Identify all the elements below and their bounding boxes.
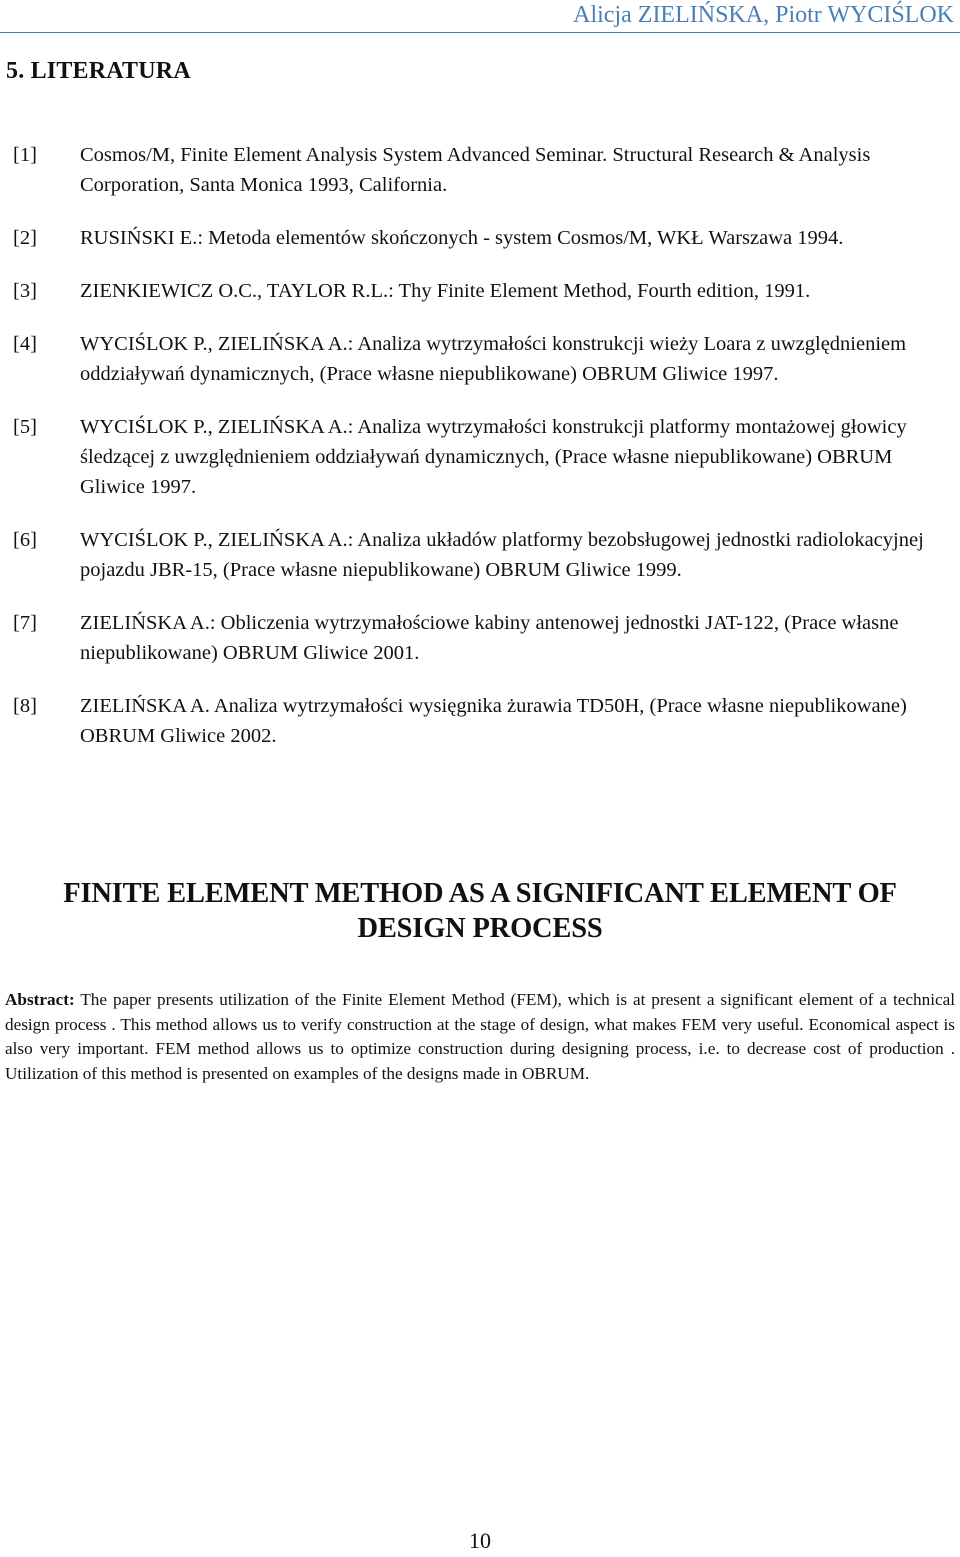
reference-number: [7] [13, 612, 37, 634]
reference-text: WYCIŚLOK P., ZIELIŃSKA A.: Analiza wytrzymałości konstrukcji wieży Loara z uwzględnieniem oddziaływań dynamicznych, (Prace własne niepublikowane) OBRUM Gliwice 1997. [80, 333, 907, 385]
reference-number: [1] [13, 144, 37, 166]
section-title: 5. LITERATURA [6, 58, 191, 84]
abstract-label: Abstract: [5, 990, 75, 1009]
reference-text: ZIELIŃSKA A. Analiza wytrzymałości wysięgnika żurawia TD50H, (Prace własne niepublikowane) OBRUM Gliwice 2002. [80, 695, 907, 747]
reference-item [0, 525, 960, 585]
reference-item [0, 412, 960, 502]
reference-item [0, 608, 960, 668]
reference-list [0, 140, 960, 774]
reference-item [0, 223, 960, 253]
reference-number: [2] [13, 227, 37, 249]
reference-text: WYCIŚLOK P., ZIELIŃSKA A.: Analiza układów platformy bezobsługowej jednostki radiolokacyjnej pojazdu JBR-15, (Prace własne niepublikowane) OBRUM Gliwice 1999. [80, 529, 924, 581]
running-header [0, 0, 960, 33]
reference-text: ZIELIŃSKA A.: Obliczenia wytrzymałościowe kabiny antenowej jednostki JAT-122, (Prace własne niepublikowane) OBRUM Gliwice 2001. [80, 612, 899, 664]
reference-item [0, 140, 960, 200]
header-authors: Alicja ZIELIŃSKA, Piotr WYCIŚLOK [573, 2, 954, 28]
reference-text: ZIENKIEWICZ O.C., TAYLOR R.L.: Thy Finite Element Method, Fourth edition, 1991. [80, 280, 811, 302]
reference-number: [3] [13, 280, 37, 302]
reference-text: WYCIŚLOK P., ZIELIŃSKA A.: Analiza wytrzymałości konstrukcji platformy montażowej głowicy śledzącej z uwzględnieniem oddziaływań dynamicznych, (Prace własne niepublikowane) OBRUM Gliwice 1997. [80, 416, 907, 498]
reference-text: Cosmos/M, Finite Element Analysis System Advanced Seminar. Structural Research & Analysis Corporation, Santa Monica 1993, California. [80, 144, 871, 196]
abstract-text: The paper presents utilization of the Finite Element Method (FEM), which is at present a significant element of a technical design process . This method allows us to verify construction at the stage of design, what makes FEM very useful. Economical aspect is also very important. FEM method allows us to optimize construction during designing process, i.e. to decrease cost of production . Utilization of this method is presented on examples of the designs made in OBRUM. [5, 990, 955, 1083]
reference-text: RUSIŃSKI E.: Metoda elementów skończonych - system Cosmos/M, WKŁ Warszawa 1994. [80, 227, 844, 249]
page-number: 10 [469, 1528, 491, 1553]
paper-title [0, 876, 960, 946]
reference-number: [8] [13, 695, 37, 717]
reference-number: [6] [13, 529, 37, 551]
paper-title-line-1: FINITE ELEMENT METHOD AS A SIGNIFICANT ELEMENT OF [63, 878, 897, 909]
reference-item [0, 276, 960, 306]
reference-item [0, 691, 960, 751]
reference-number: [5] [13, 416, 37, 438]
reference-number: [4] [13, 333, 37, 355]
reference-item [0, 329, 960, 389]
abstract [5, 988, 955, 1086]
paper-title-line-2: DESIGN PROCESS [357, 913, 603, 944]
header-rule [0, 32, 960, 33]
